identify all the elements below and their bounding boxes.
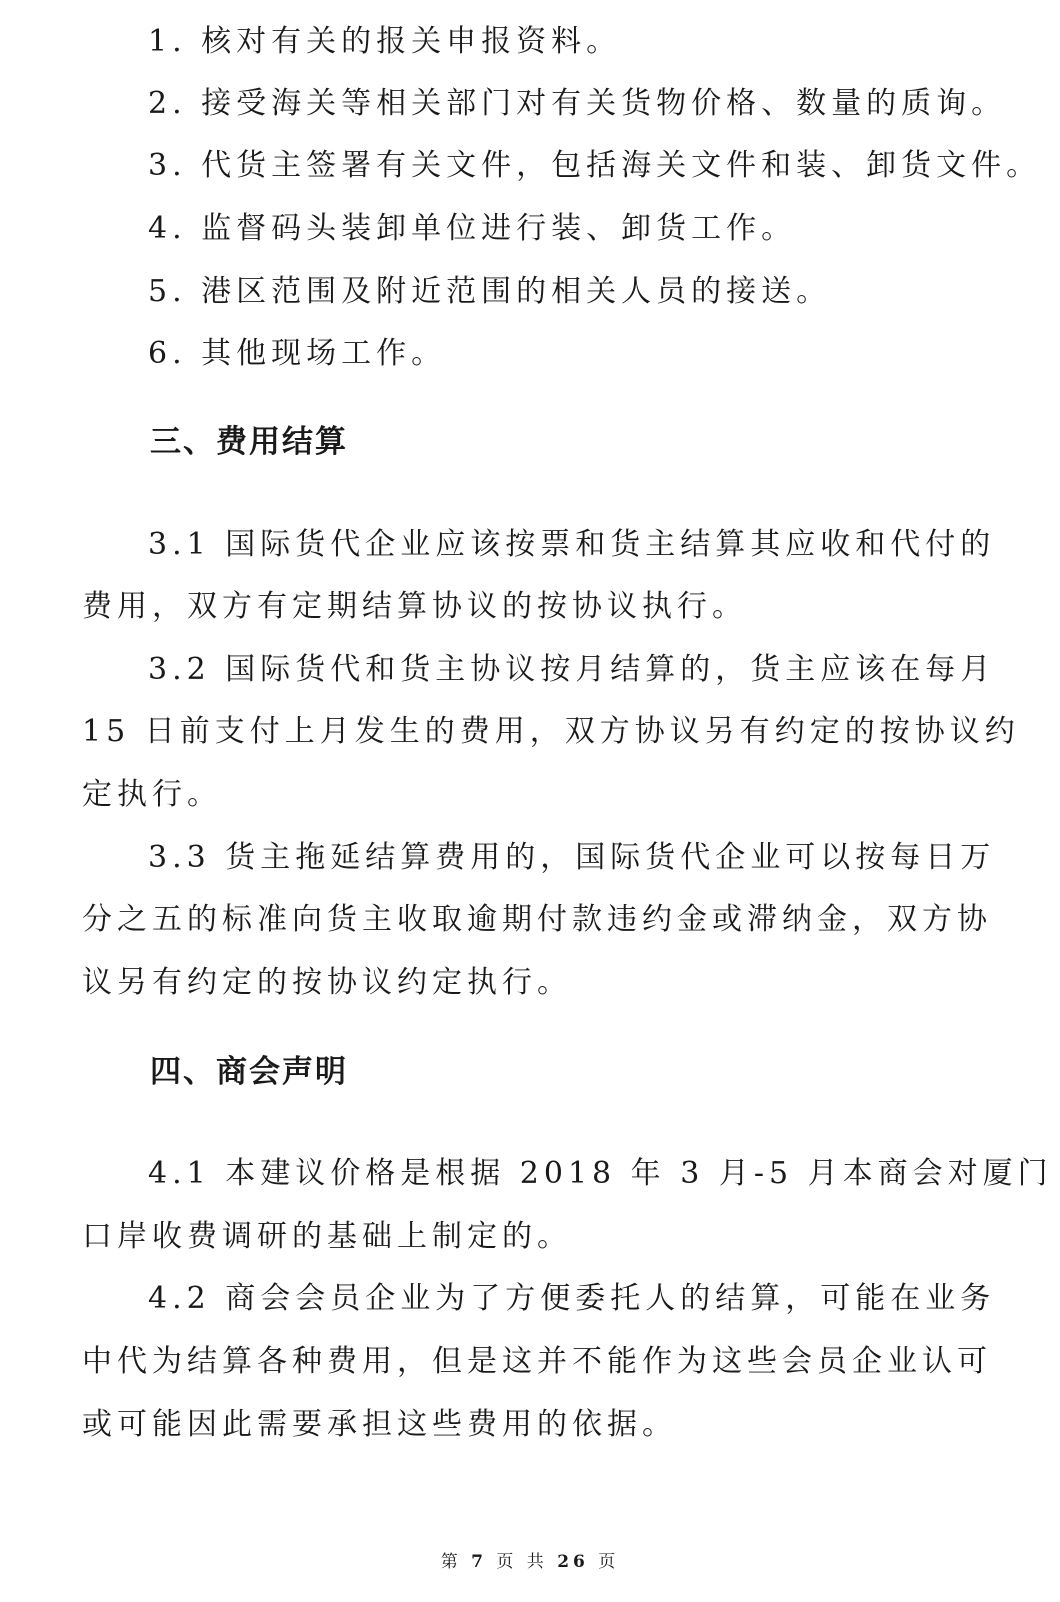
paragraph-3-3-line-1: 3.3 货主拖延结算费用的，国际货代企业可以按每日万 xyxy=(148,840,996,875)
paragraph-3-3-line-2: 分之五的标准向货主收取逾期付款违约金或滞纳金，双方协 xyxy=(82,902,992,937)
footer-middle: 页 共 xyxy=(496,1552,548,1572)
paragraph-4-1-line-2: 口岸收费调研的基础上制定的。 xyxy=(82,1219,572,1254)
paragraph-4-2-line-3: 或可能因此需要承担这些费用的依据。 xyxy=(82,1407,677,1442)
list-item-5: 5. 港区范围及附近范围的相关人员的接送。 xyxy=(148,274,832,309)
section-heading-fee-settlement: 三、费用结算 xyxy=(150,424,348,460)
paragraph-3-1-line-2: 费用，双方有定期结算协议的按协议执行。 xyxy=(82,589,747,624)
paragraph-4-1-line-1: 4.1 本建议价格是根据 2018 年 3 月-5 月本商会对厦门 xyxy=(148,1156,1053,1191)
paragraph-4-2-line-2: 中代为结算各种费用，但是这并不能作为这些会员企业认可 xyxy=(82,1344,992,1379)
list-item-4: 4. 监督码头装卸单位进行装、卸货工作。 xyxy=(148,211,797,246)
paragraph-4-2-line-1: 4.2 商会会员企业为了方便委托人的结算，可能在业务 xyxy=(148,1281,996,1316)
list-item-6: 6. 其他现场工作。 xyxy=(148,336,447,371)
footer-suffix: 页 xyxy=(598,1552,620,1572)
paragraph-3-3-line-3: 议另有约定的按协议约定执行。 xyxy=(82,965,572,1000)
footer-prefix: 第 xyxy=(440,1552,462,1572)
paragraph-3-2-line-1: 3.2 国际货代和货主协议按月结算的，货主应该在每月 xyxy=(148,652,996,687)
paragraph-3-2-line-3: 定执行。 xyxy=(82,777,222,812)
list-item-2: 2. 接受海关等相关部门对有关货物价格、数量的质询。 xyxy=(148,86,1007,121)
list-item-3: 3. 代货主签署有关文件，包括海关文件和装、卸货文件。 xyxy=(148,148,1042,183)
page-footer xyxy=(0,1550,1060,1574)
footer-page-number: 7 xyxy=(471,1552,487,1572)
paragraph-3-1-line-1: 3.1 国际货代企业应该按票和货主结算其应收和代付的 xyxy=(148,527,996,562)
list-item-1: 1. 核对有关的报关申报资料。 xyxy=(148,24,622,59)
footer-total-pages: 26 xyxy=(557,1552,589,1572)
paragraph-3-2-line-2: 15 日前支付上月发生的费用，双方协议另有约定的按协议约 xyxy=(82,714,1020,749)
section-heading-chamber-statement: 四、商会声明 xyxy=(150,1054,348,1090)
